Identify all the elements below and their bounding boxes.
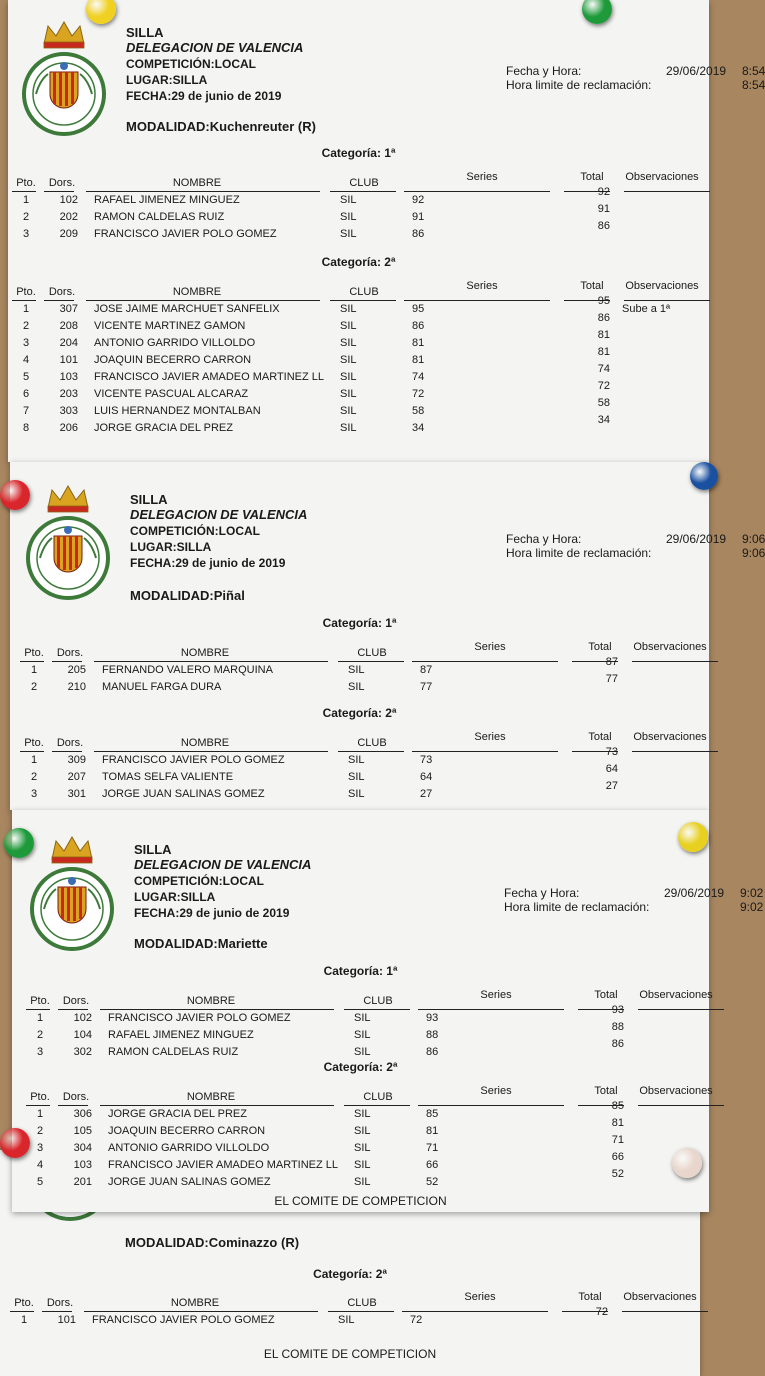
table-row: [12, 220, 709, 243]
cell-nombre: JOAQUIN BECERRO CARRON: [108, 1125, 266, 1137]
col-pto-header: Pto.: [30, 995, 50, 1007]
cell-total: 81: [597, 346, 610, 358]
cell-pto: 4: [22, 354, 30, 366]
cell-club: SIL: [354, 1159, 371, 1171]
cell-series: 77: [420, 681, 433, 693]
cell-total: 73: [605, 746, 618, 758]
cell-total: 86: [597, 312, 610, 324]
cell-pto: 1: [20, 1314, 28, 1326]
table-row: [26, 1038, 709, 1061]
cell-dors: 307: [59, 303, 78, 315]
claim-label: Hora limite de reclamación:: [506, 546, 652, 560]
cell-pto: 3: [36, 1046, 44, 1058]
col-nombre-header: NOMBRE: [170, 1297, 220, 1309]
col-total-header: Total: [594, 989, 618, 1001]
cell-pto: 1: [22, 194, 30, 206]
cell-total: 86: [611, 1038, 624, 1050]
datetime-row: [504, 886, 763, 900]
col-series-header: Series: [466, 280, 498, 292]
table-row: [20, 780, 709, 803]
cell-nombre: JOAQUIN BECERRO CARRON: [94, 354, 252, 366]
table-row: [20, 673, 709, 696]
federation-logo: [16, 20, 112, 135]
col-series-header: Series: [464, 1291, 496, 1303]
cell-total: 93: [611, 1004, 624, 1016]
cell-dors: 201: [73, 1176, 92, 1188]
col-dors-header: Dors.: [46, 1297, 74, 1309]
cell-club: SIL: [340, 194, 357, 206]
results-table: [12, 170, 709, 243]
results-table: [20, 730, 709, 803]
results-table: [26, 1084, 713, 1191]
cell-club: SIL: [340, 371, 357, 383]
results-table: [20, 640, 709, 696]
cell-series: 52: [426, 1176, 439, 1188]
cell-dors: 205: [67, 664, 86, 676]
table-row: [26, 1100, 709, 1123]
cell-dors: 104: [73, 1029, 92, 1041]
datetime-date: 29/06/2019: [664, 886, 725, 900]
cell-pto: 5: [22, 371, 30, 383]
datetime-time: 9:02: [740, 886, 764, 900]
cell-pto: 3: [30, 788, 38, 800]
cell-dors: 101: [59, 354, 78, 366]
cell-series: 86: [426, 1046, 439, 1058]
cell-club: SIL: [340, 320, 357, 332]
cell-series: 85: [426, 1108, 439, 1120]
col-nombre-header: NOMBRE: [186, 1091, 236, 1103]
datetime-date: 29/06/2019: [666, 64, 727, 78]
cell-series: 81: [412, 337, 425, 349]
claim-label: Hora limite de reclamación:: [504, 900, 650, 914]
datetime-time: 8:54: [742, 64, 765, 78]
cell-series: 34: [412, 422, 425, 434]
cell-dors: 105: [73, 1125, 92, 1137]
cell-club: SIL: [340, 405, 357, 417]
col-nombre-header: NOMBRE: [172, 286, 222, 298]
col-club-header: CLUB: [349, 177, 379, 189]
results-sheet-mariette: [12, 810, 764, 1212]
cell-dors: 203: [59, 388, 78, 400]
cell-pto: 6: [22, 388, 30, 400]
col-pto-header: Pto.: [24, 647, 44, 659]
cell-series: 71: [426, 1142, 439, 1154]
table-row: [26, 1134, 709, 1157]
competition-type: COMPETICIÓN:LOCAL: [130, 524, 260, 538]
cell-nombre: TOMAS SELFA VALIENTE: [102, 771, 234, 783]
event-date: FECHA:29 de junio de 2019: [134, 906, 290, 920]
timestamp-block: [506, 64, 765, 92]
col-total-header: Total: [580, 171, 604, 183]
cell-pto: 1: [30, 754, 38, 766]
claim-time: 9:02: [740, 900, 764, 914]
cell-nombre: FERNANDO VALERO MARQUINA: [102, 664, 273, 676]
cell-club: SIL: [354, 1176, 371, 1188]
cell-nombre: RAMON CALDELAS RUIZ: [108, 1046, 239, 1058]
datetime-label: Fecha y Hora:: [506, 64, 582, 78]
cell-series: 74: [412, 371, 425, 383]
pin-red: [0, 480, 30, 510]
col-obs-header: Observaciones: [639, 1085, 713, 1097]
cell-nombre: FRANCISCO JAVIER POLO GOMEZ: [102, 754, 285, 766]
col-series-header: Series: [474, 731, 506, 743]
cell-total: 88: [611, 1021, 624, 1033]
cell-series: 86: [412, 228, 425, 240]
cell-total: 81: [611, 1117, 624, 1129]
col-pto-header: Pto.: [14, 1297, 34, 1309]
cell-total: 64: [605, 763, 618, 775]
col-pto-header: Pto.: [30, 1091, 50, 1103]
col-nombre-header: NOMBRE: [172, 177, 222, 189]
claim-time: 9:06: [742, 546, 765, 560]
cell-club: SIL: [348, 788, 365, 800]
cell-series: 66: [426, 1159, 439, 1171]
town-name: SILLA: [134, 842, 172, 857]
pin-green: [4, 828, 34, 858]
cell-club: SIL: [340, 228, 357, 240]
cell-nombre: ANTONIO GARRIDO VILLOLDO: [108, 1142, 270, 1154]
cell-dors: 206: [59, 422, 78, 434]
table-row: [10, 1306, 700, 1329]
results-table: [10, 1290, 700, 1329]
cell-dors: 103: [59, 371, 78, 383]
category-title: Categoría: 2ª: [313, 1267, 387, 1281]
federation-logo: [24, 835, 120, 950]
venue: LUGAR:SILLA: [130, 540, 212, 554]
col-club-header: CLUB: [357, 737, 387, 749]
col-dors-header: Dors.: [62, 1091, 90, 1103]
cell-dors: 302: [73, 1046, 92, 1058]
category-title: Categoría: 1ª: [321, 146, 396, 160]
cell-total: 52: [611, 1168, 624, 1180]
table-row: [26, 1004, 709, 1027]
cell-total: 34: [597, 414, 610, 426]
cell-club: SIL: [348, 771, 365, 783]
cell-club: SIL: [340, 422, 357, 434]
pin-red: [0, 1128, 30, 1158]
cell-club: SIL: [340, 303, 357, 315]
cell-pto: 3: [22, 228, 30, 240]
cell-club: SIL: [354, 1046, 371, 1058]
cell-nombre: ANTONIO GARRIDO VILLOLDO: [94, 337, 256, 349]
competition-type: COMPETICIÓN:LOCAL: [134, 874, 264, 888]
cell-dors: 303: [59, 405, 78, 417]
event-date: FECHA:29 de junio de 2019: [126, 89, 282, 103]
col-nombre-header: NOMBRE: [180, 737, 230, 749]
cell-dors: 301: [67, 788, 86, 800]
claim-row: [506, 546, 765, 560]
col-obs-header: Observaciones: [625, 280, 699, 292]
cell-nombre: FRANCISCO JAVIER POLO GOMEZ: [108, 1012, 291, 1024]
cell-nombre: RAMON CALDELAS RUIZ: [94, 211, 225, 223]
cell-club: SIL: [340, 388, 357, 400]
col-total-header: Total: [578, 1291, 602, 1303]
results-table: [26, 988, 713, 1061]
cell-pto: 2: [22, 320, 30, 332]
category-title: Categoría: 2ª: [323, 1060, 398, 1074]
modality: MODALIDAD:Kuchenreuter (R): [126, 119, 316, 134]
cell-obs: Sube a 1ª: [622, 303, 671, 315]
cell-total: 72: [597, 380, 610, 392]
col-series-header: Series: [474, 641, 506, 653]
cell-club: SIL: [340, 337, 357, 349]
federation-logo: [20, 484, 116, 599]
results-sheet-pinal: [10, 462, 765, 810]
cell-nombre: JORGE GRACIA DEL PREZ: [94, 422, 233, 434]
datetime-row: [506, 64, 765, 78]
cell-nombre: LUIS HERNANDEZ MONTALBAN: [94, 405, 261, 417]
event-date: FECHA:29 de junio de 2019: [130, 556, 286, 570]
cell-nombre: MANUEL FARGA DURA: [102, 681, 222, 693]
results-sheet-kuchenreuter: [8, 0, 765, 462]
cell-nombre: VICENTE MARTINEZ GAMON: [94, 320, 246, 332]
cell-total: 58: [597, 397, 610, 409]
pin-yellow: [678, 822, 708, 852]
cell-total: 95: [597, 295, 610, 307]
datetime-row: [506, 532, 765, 546]
claim-time: 8:54: [742, 78, 765, 92]
cell-pto: 2: [36, 1029, 44, 1041]
table-row: [26, 1021, 709, 1044]
cell-pto: 1: [36, 1012, 44, 1024]
cell-series: 88: [426, 1029, 439, 1041]
delegation-name: DELEGACION DE VALENCIA: [134, 857, 312, 872]
col-club-header: CLUB: [363, 995, 393, 1007]
cell-nombre: JORGE JUAN SALINAS GOMEZ: [102, 788, 265, 800]
cell-dors: 102: [59, 194, 78, 206]
cell-nombre: FRANCISCO JAVIER POLO GOMEZ: [92, 1314, 275, 1326]
datetime-label: Fecha y Hora:: [506, 532, 582, 546]
col-dors-header: Dors.: [62, 995, 90, 1007]
cell-dors: 209: [59, 228, 78, 240]
col-series-header: Series: [480, 1085, 512, 1097]
cell-nombre: FRANCISCO JAVIER POLO GOMEZ: [94, 228, 277, 240]
table-header: [26, 988, 713, 1010]
cell-dors: 304: [73, 1142, 92, 1154]
col-series-header: Series: [480, 989, 512, 1001]
cell-pto: 2: [22, 211, 30, 223]
cell-pto: 7: [22, 405, 30, 417]
town-name: SILLA: [126, 25, 164, 40]
col-obs-header: Observaciones: [633, 731, 707, 743]
cell-nombre: JOSE JAIME MARCHUET SANFELIX: [94, 303, 280, 315]
table-row: [26, 1151, 709, 1174]
cell-club: SIL: [348, 754, 365, 766]
town-name: SILLA: [130, 492, 168, 507]
claim-row: [506, 78, 765, 92]
cell-pto: 1: [36, 1108, 44, 1120]
cell-total: 85: [611, 1100, 624, 1112]
category-title: Categoría: 1ª: [322, 616, 397, 630]
cell-series: 64: [420, 771, 433, 783]
cell-nombre: FRANCISCO JAVIER AMADEO MARTINEZ LL: [94, 371, 325, 383]
col-dors-header: Dors.: [56, 737, 84, 749]
competition-type: COMPETICIÓN:LOCAL: [126, 57, 256, 71]
cell-pto: 8: [22, 422, 30, 434]
results-table: [12, 279, 709, 437]
cell-dors: 103: [73, 1159, 92, 1171]
col-pto-header: Pto.: [24, 737, 44, 749]
cell-series: 81: [412, 354, 425, 366]
cell-series: 73: [420, 754, 433, 766]
cell-pto: 5: [36, 1176, 44, 1188]
col-total-header: Total: [580, 280, 604, 292]
table-row: [26, 1168, 709, 1191]
cell-dors: 102: [73, 1012, 92, 1024]
cell-dors: 210: [67, 681, 86, 693]
cell-pto: 4: [36, 1159, 44, 1171]
venue: LUGAR:SILLA: [134, 890, 216, 904]
cell-pto: 2: [30, 771, 38, 783]
cell-nombre: RAFAEL JIMENEZ MINGUEZ: [108, 1029, 254, 1041]
category-title: Categoría: 1ª: [323, 964, 398, 978]
cell-series: 72: [412, 388, 425, 400]
modality: MODALIDAD:Cominazzo (R): [125, 1235, 300, 1250]
cell-series: 93: [426, 1012, 439, 1024]
cell-nombre: RAFAEL JIMENEZ MINGUEZ: [94, 194, 240, 206]
cell-series: 58: [412, 405, 425, 417]
claim-row: [504, 900, 763, 914]
cell-pto: 1: [30, 664, 38, 676]
cell-club: SIL: [354, 1125, 371, 1137]
cell-club: SIL: [354, 1012, 371, 1024]
category-title: Categoría: 2ª: [321, 255, 396, 269]
cell-series: 91: [412, 211, 425, 223]
col-nombre-header: NOMBRE: [186, 995, 236, 1007]
committee-signature: EL COMITE DE COMPETICION: [274, 1194, 447, 1208]
timestamp-block: [506, 532, 765, 560]
col-club-header: CLUB: [347, 1297, 377, 1309]
cell-dors: 101: [57, 1314, 76, 1326]
cell-total: 86: [597, 220, 610, 232]
pin-white: [672, 1148, 702, 1178]
cell-nombre: FRANCISCO JAVIER AMADEO MARTINEZ LL: [108, 1159, 339, 1171]
cell-total: 91: [597, 203, 610, 215]
cell-total: 71: [611, 1134, 624, 1146]
table-row: [26, 1117, 709, 1140]
cell-dors: 309: [67, 754, 86, 766]
cell-series: 87: [420, 664, 433, 676]
delegation-name: DELEGACION DE VALENCIA: [126, 40, 304, 55]
col-club-header: CLUB: [363, 1091, 393, 1103]
cell-nombre: JORGE JUAN SALINAS GOMEZ: [108, 1176, 271, 1188]
cell-club: SIL: [354, 1108, 371, 1120]
category-title: Categoría: 2ª: [322, 706, 397, 720]
claim-label: Hora limite de reclamación:: [506, 78, 652, 92]
cell-club: SIL: [348, 664, 365, 676]
col-total-header: Total: [588, 641, 612, 653]
cell-total: 81: [597, 329, 610, 341]
cell-total: 87: [605, 656, 618, 668]
table-header: [26, 1084, 713, 1106]
cell-dors: 204: [59, 337, 78, 349]
cell-nombre: VICENTE PASCUAL ALCARAZ: [94, 388, 249, 400]
cell-pto: 3: [22, 337, 30, 349]
cell-series: 86: [412, 320, 425, 332]
col-club-header: CLUB: [357, 647, 387, 659]
cell-club: SIL: [348, 681, 365, 693]
cell-pto: 1: [22, 303, 30, 315]
cell-club: SIL: [354, 1029, 371, 1041]
col-obs-header: Observaciones: [623, 1291, 697, 1303]
cell-total: 77: [605, 673, 618, 685]
col-obs-header: Observaciones: [639, 989, 713, 1001]
col-obs-header: Observaciones: [633, 641, 707, 653]
cell-dors: 306: [73, 1108, 92, 1120]
delegation-name: DELEGACION DE VALENCIA: [130, 507, 308, 522]
pin-blue: [690, 462, 718, 490]
cell-series: 81: [426, 1125, 439, 1137]
cell-series: 92: [412, 194, 425, 206]
col-series-header: Series: [466, 171, 498, 183]
cell-total: 66: [611, 1151, 624, 1163]
col-nombre-header: NOMBRE: [180, 647, 230, 659]
cell-club: SIL: [340, 354, 357, 366]
cell-club: SIL: [340, 211, 357, 223]
cell-total: 72: [595, 1306, 608, 1318]
cell-dors: 208: [59, 320, 78, 332]
cell-pto: 2: [36, 1125, 44, 1137]
cell-series: 95: [412, 303, 425, 315]
cell-dors: 207: [67, 771, 86, 783]
committee-signature: EL COMITE DE COMPETICION: [263, 1347, 437, 1361]
datetime-time: 9:06: [742, 532, 765, 546]
col-dors-header: Dors.: [48, 286, 76, 298]
datetime-date: 29/06/2019: [666, 532, 727, 546]
cell-pto: 2: [30, 681, 38, 693]
modality: MODALIDAD:Piñal: [130, 588, 245, 603]
cell-pto: 3: [36, 1142, 44, 1154]
cell-total: 27: [605, 780, 618, 792]
col-total-header: Total: [594, 1085, 618, 1097]
cell-club: SIL: [338, 1314, 355, 1326]
cell-total: 74: [597, 363, 610, 375]
cell-series: 27: [420, 788, 433, 800]
col-club-header: CLUB: [349, 286, 379, 298]
cell-dors: 202: [59, 211, 78, 223]
cell-total: 92: [597, 186, 610, 198]
cell-series: 72: [410, 1314, 423, 1326]
col-dors-header: Dors.: [48, 177, 76, 189]
col-pto-header: Pto.: [16, 286, 36, 298]
cell-nombre: JORGE GRACIA DEL PREZ: [108, 1108, 247, 1120]
venue: LUGAR:SILLA: [126, 73, 208, 87]
timestamp-block: [504, 886, 763, 914]
cell-club: SIL: [354, 1142, 371, 1154]
datetime-label: Fecha y Hora:: [504, 886, 580, 900]
col-obs-header: Observaciones: [625, 171, 699, 183]
col-total-header: Total: [588, 731, 612, 743]
table-row: [12, 414, 709, 437]
col-pto-header: Pto.: [16, 177, 36, 189]
col-dors-header: Dors.: [56, 647, 84, 659]
modality: MODALIDAD:Mariette: [134, 936, 268, 951]
